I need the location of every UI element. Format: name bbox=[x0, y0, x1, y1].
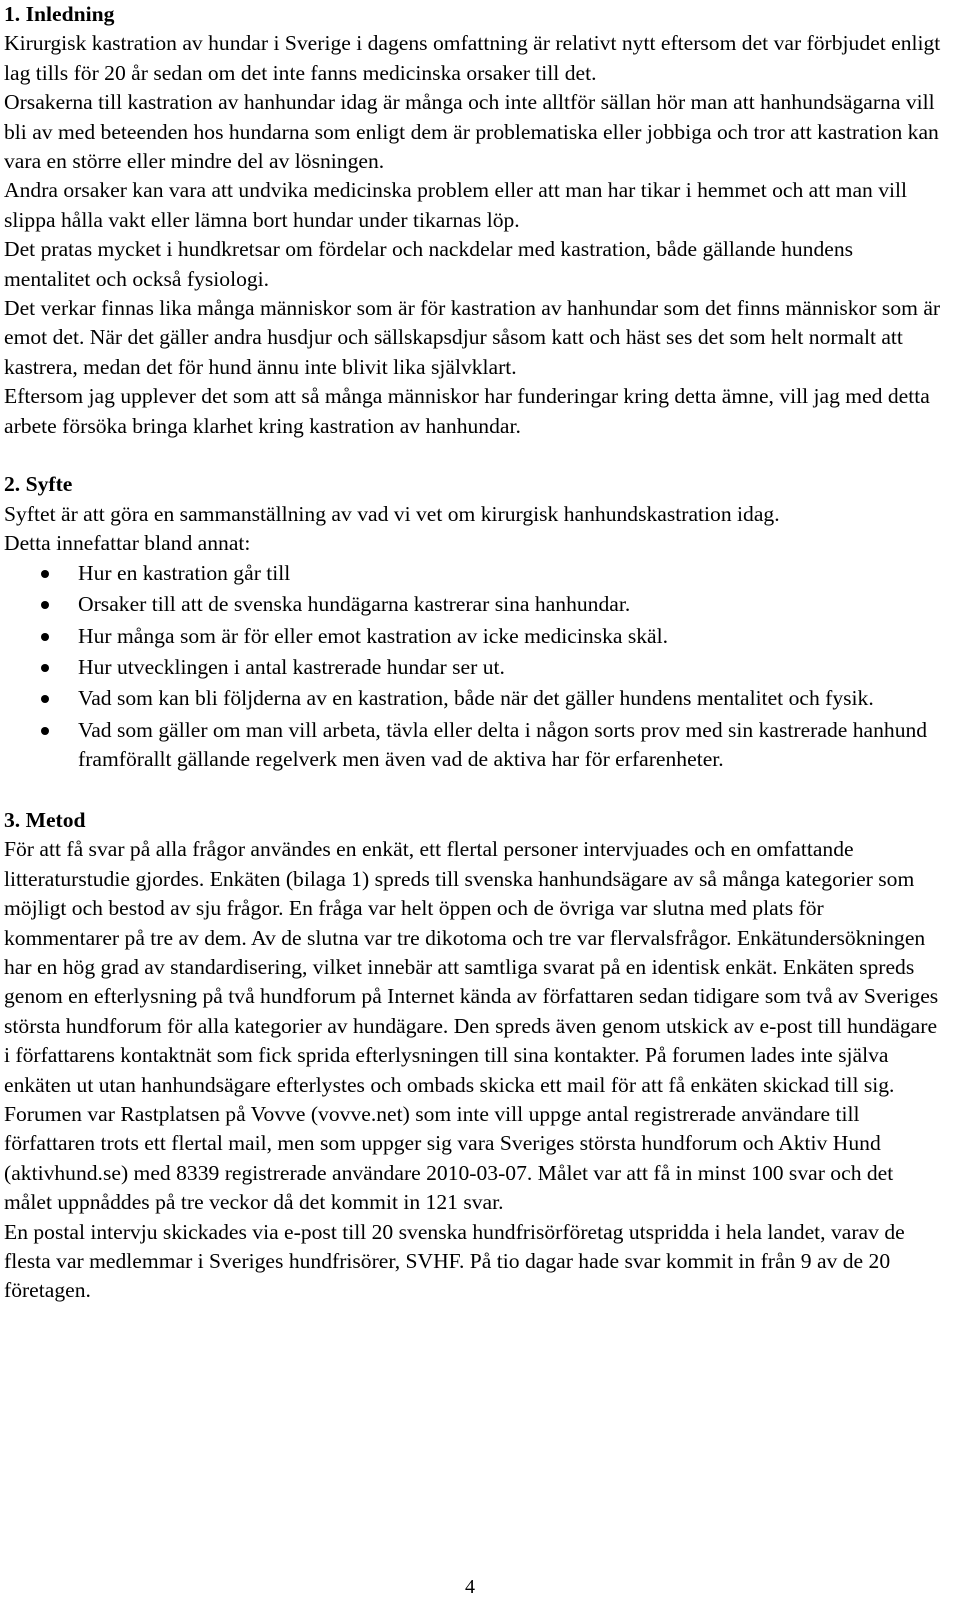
section-heading: 1. Inledning bbox=[4, 2, 115, 26]
section-syfte bbox=[4, 470, 944, 774]
bullet-icon bbox=[41, 727, 49, 735]
bullet-icon bbox=[41, 570, 49, 578]
paragraph: Det pratas mycket i hundkretsar om fördelar och nackdelar med kastration, både gällande hundens mentalitet och också fysiologi. bbox=[4, 237, 854, 291]
paragraph: Syftet är att göra en sammanställning av vad vi vet om kirurgisk hanhundskastration idag. bbox=[4, 501, 780, 526]
paragraph: Detta innefattar bland annat: bbox=[4, 531, 251, 556]
list-item-text: Vad som gäller om man vill arbeta, tävla eller delta i någon sorts prov med sin kastrerade hanhund framförallt gällande regelverk men även vad de aktiva har för erfarenheter. bbox=[78, 717, 928, 772]
list-item bbox=[4, 653, 944, 682]
list-item-text: Hur utvecklingen i antal kastrerade hundar ser ut. bbox=[78, 654, 505, 679]
list-item bbox=[4, 622, 944, 651]
section-inledning bbox=[4, 0, 944, 441]
list-item bbox=[4, 716, 944, 775]
bullet-icon bbox=[41, 633, 49, 641]
paragraph: Andra orsaker kan vara att undvika medicinska problem eller att man har tikar i hemmet och att man vill slippa hålla vakt eller lämna bort hundar under tikarnas löp. bbox=[4, 178, 908, 232]
paragraph: För att få svar på alla frågor användes en enkät, ett flertal personer intervjuades och en omfattande litteraturstudie gjordes. Enkäten (bilaga 1) spreds till svenska hanhundsägare av så många kategorier som möjligt och bestod av sju frågor. En fråga var helt öppen och de övriga var slutna med plats för kommentarer på tre av dem. Av de slutna var tre dikotoma och tre var flervalsfrågor. Enkätundersökningen har en hög grad av standardisering, vilket innebär att samtliga svarat på en identisk enkät. Enkäten spreds genom en efterlysning på två hundforum på Internet kända av författaren sedan tidigare som två av Sveriges största hundforum för alla kategorier av hundägare. Den spreds även genom utskick av e-post till hundägare i författarens kontaktnät som fick sprida efterlysningen till sina kontakter. På forumen lades inte själva enkäten ut utan hanhundsägare efterlystes och ombads skicka ett mail för att få enkäten skickad till sig. Forumen var Rastplatsen på Vovve (vovve.net) som inte vill uppge antal registrerade användare till författaren trots ett flertal mail, men som uppger sig vara Sveriges största hundforum och Aktiv Hund (aktivhund.se) med 8339 registrerade användare 2010-03-07. Målet var att få in minst 100 svar och det målet uppnåddes på tre veckor då det kommit in 121 svar. bbox=[4, 837, 939, 1215]
bullet-icon bbox=[41, 664, 49, 672]
section-heading: 3. Metod bbox=[4, 807, 86, 832]
list-item bbox=[4, 559, 944, 588]
page-number: 4 bbox=[465, 1576, 475, 1598]
bullet-icon bbox=[41, 695, 49, 703]
document-page bbox=[4, 0, 944, 1306]
list-item-text: Hur många som är för eller emot kastration av icke medicinska skäl. bbox=[78, 623, 669, 648]
section-spacer bbox=[4, 777, 944, 806]
paragraph: Eftersom jag upplever det som att så många människor har funderingar kring detta ämne, vill jag med detta arbete försöka bringa klarhet kring kastration av hanhundar. bbox=[4, 384, 930, 438]
bullet-list bbox=[4, 559, 944, 775]
list-item-text: Hur en kastration går till bbox=[78, 560, 291, 585]
list-item-text: Orsaker till att de svenska hundägarna kastrerar sina hanhundar. bbox=[78, 592, 631, 617]
section-metod bbox=[4, 806, 944, 1306]
bullet-icon bbox=[41, 601, 49, 609]
paragraph: Kirurgisk kastration av hundar i Sverige i dagens omfattning är relativt nytt eftersom det var förbjudet enligt lag tills för 20 år sedan om det inte fanns medicinska orsaker till det. bbox=[4, 31, 941, 85]
paragraph: En postal intervju skickades via e-post till 20 svenska hundfrisörföretag utspridda i hela landet, varav de flesta var medlemmar i Sveriges hundfrisörer, SVHF. På tio dagar hade svar kommit in från 9 av de 20 företagen. bbox=[4, 1219, 905, 1303]
section-spacer bbox=[4, 441, 944, 470]
list-item bbox=[4, 590, 944, 619]
list-item-text: Vad som kan bli följderna av en kastration, både när det gäller hundens mentalitet och fysik. bbox=[78, 686, 874, 711]
paragraph: Det verkar finnas lika många människor som är för kastration av hanhundar som det finns människor som är emot det. När det gäller andra husdjur och sällskapsdjur såsom katt och häst ses det som helt normalt att kastrera, medan det för hund ännu inte blivit lika självklart. bbox=[4, 296, 941, 379]
section-heading: 2. Syfte bbox=[4, 472, 73, 497]
paragraph: Orsakerna till kastration av hanhundar idag är många och inte alltför sällan hör man att hanhundsägarna vill bli av med beteenden hos hundarna som enligt dem är problematiska eller jobbiga och tror att kastration kan vara en större eller mindre del av lösningen. bbox=[4, 90, 939, 174]
list-item bbox=[4, 684, 944, 713]
